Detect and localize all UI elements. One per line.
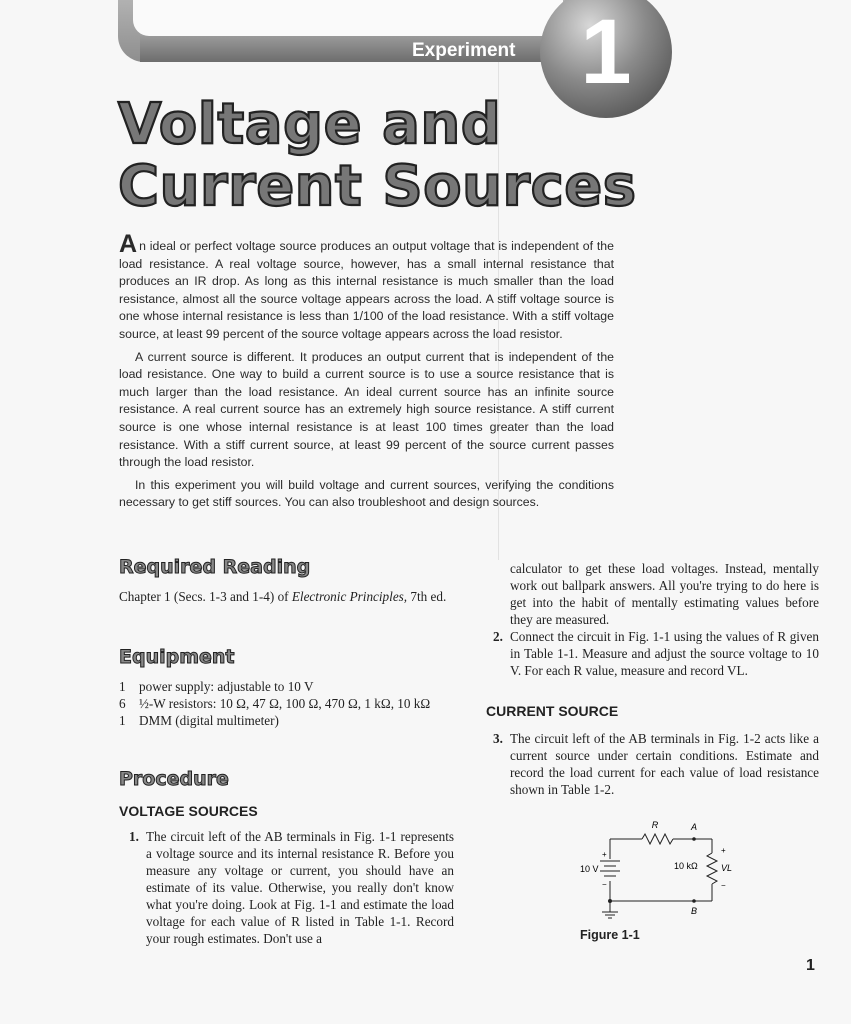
figure-caption: Figure 1-1 xyxy=(580,928,640,942)
drop-cap: A xyxy=(119,230,138,258)
equipment-desc: DMM (digital multimeter) xyxy=(139,713,279,728)
title-line-1: Voltage and xyxy=(118,92,502,157)
label-source-minus: − xyxy=(602,880,607,889)
procedure-step-2 xyxy=(493,628,819,679)
label-source-voltage: 10 V xyxy=(580,864,599,874)
equipment-item xyxy=(119,712,454,729)
header-bar-inner xyxy=(133,0,563,36)
step-number: 1. xyxy=(129,829,139,844)
step-text: Connect the circuit in Fig. 1-1 using the values of R given in Table 1-1. Measure and adjust the source voltage to 10 V. For each R value, measure and record VL. xyxy=(510,629,819,678)
label-vl: VL xyxy=(721,863,733,873)
equipment-item xyxy=(119,695,454,712)
procedure-step-1-continued: calculator to get these load voltages. Instead, mentally work out ballpark answers. All you're trying to do here is get into the habit of mentally estimating values before they are measured. xyxy=(510,561,819,627)
label-load-resistance: 10 kΩ xyxy=(674,861,698,871)
procedure-heading: Procedure xyxy=(119,768,229,790)
step-text: The circuit left of the AB terminals in Fig. 1-2 acts like a current source under certain conditions. Estimate and record the load current for each value of load resistance shown in Table 1-2. xyxy=(510,731,819,797)
label-r: R xyxy=(651,820,659,830)
label-load-plus: + xyxy=(721,846,726,855)
intro-text xyxy=(119,230,614,517)
reading-text-before: Chapter 1 (Secs. 1-3 and 1-4) of xyxy=(119,589,292,604)
terminal-b-dot xyxy=(692,899,696,903)
experiment-label: Experiment xyxy=(412,40,516,61)
resistor-load xyxy=(707,853,717,884)
equipment-heading: Equipment xyxy=(119,646,235,668)
procedure-step-3 xyxy=(493,730,819,798)
step-number: 2. xyxy=(493,629,503,644)
label-source-plus: + xyxy=(602,850,607,859)
reading-book-title: Electronic Principles, xyxy=(291,589,408,604)
current-source-heading: CURRENT SOURCE xyxy=(486,703,619,719)
required-reading-text xyxy=(119,588,454,605)
equipment-qty: 1 xyxy=(119,679,126,694)
intro-paragraph-2: A current source is different. It produces an output current that is independent of the load resistance. One way to build a current source is to use a source resistance that is much larger than the load resistance. An ideal current source has an infinite source resistance. A real current source has an extremely high source resistance. A stiff current source is one whose internal resistance is at least 100 times greater than the load resistance. With a stiff current source, at least 99 percent of the source current passes through the load resistor. xyxy=(119,349,614,470)
resistor-r xyxy=(642,834,673,844)
reading-text-after: 7th ed. xyxy=(407,589,447,604)
experiment-number: 1 xyxy=(580,1,632,103)
page-number: 1 xyxy=(806,957,815,974)
label-b: B xyxy=(690,906,698,916)
voltage-sources-heading: VOLTAGE SOURCES xyxy=(119,803,258,819)
equipment-item xyxy=(119,678,454,695)
equipment-desc: power supply: adjustable to 10 V xyxy=(139,679,314,694)
intro-paragraph-1-text: n ideal or perfect voltage source produces an output voltage that is independent of the load resistance. A real voltage source, however, has a small internal resistance that produces an IR drop. As long as this internal resistance is much smaller than the load resistance, almost all the source voltage appears across the load. A stiff voltage source is one whose internal resistance is less than 1/100 of the load resistance. With a stiff voltage source, at least 99 percent of the source voltage appears across the load resistor. xyxy=(119,239,614,341)
step-number: 3. xyxy=(493,731,503,746)
procedure-step-1 xyxy=(129,828,454,947)
title-line-2: Current Sources xyxy=(118,154,637,219)
terminal-a-dot xyxy=(692,837,696,841)
equipment-list xyxy=(119,678,454,729)
equipment-qty: 6 xyxy=(119,696,126,711)
intro-paragraph-1 xyxy=(119,230,614,344)
intro-paragraph-3: In this experiment you will build voltage and current sources, verifying the conditions necessary to get stiff sources. You can also troubleshoot and design sources. xyxy=(119,477,614,510)
label-load-minus: − xyxy=(721,881,726,890)
equipment-desc: ½-W resistors: 10 Ω, 47 Ω, 100 Ω, 470 Ω, 1 kΩ, 10 kΩ xyxy=(139,696,431,711)
page-title xyxy=(118,94,637,218)
node-dot xyxy=(608,899,612,903)
equipment-qty: 1 xyxy=(119,713,126,728)
label-a: A xyxy=(690,822,698,832)
figure-1-1-circuit xyxy=(570,815,740,925)
required-reading-heading: Required Reading xyxy=(119,556,311,578)
step-text: The circuit left of the AB terminals in Fig. 1-1 represents a voltage source and its internal resistance R. Before you measure any voltage or current, you should have an estimate of its value. Otherwise, you really don't know what you're doing. Look at Fig. 1-1 and estimate the load voltage for each value of R listed in Table 1-1. Record your rough estimates. Don't use a xyxy=(146,829,454,946)
